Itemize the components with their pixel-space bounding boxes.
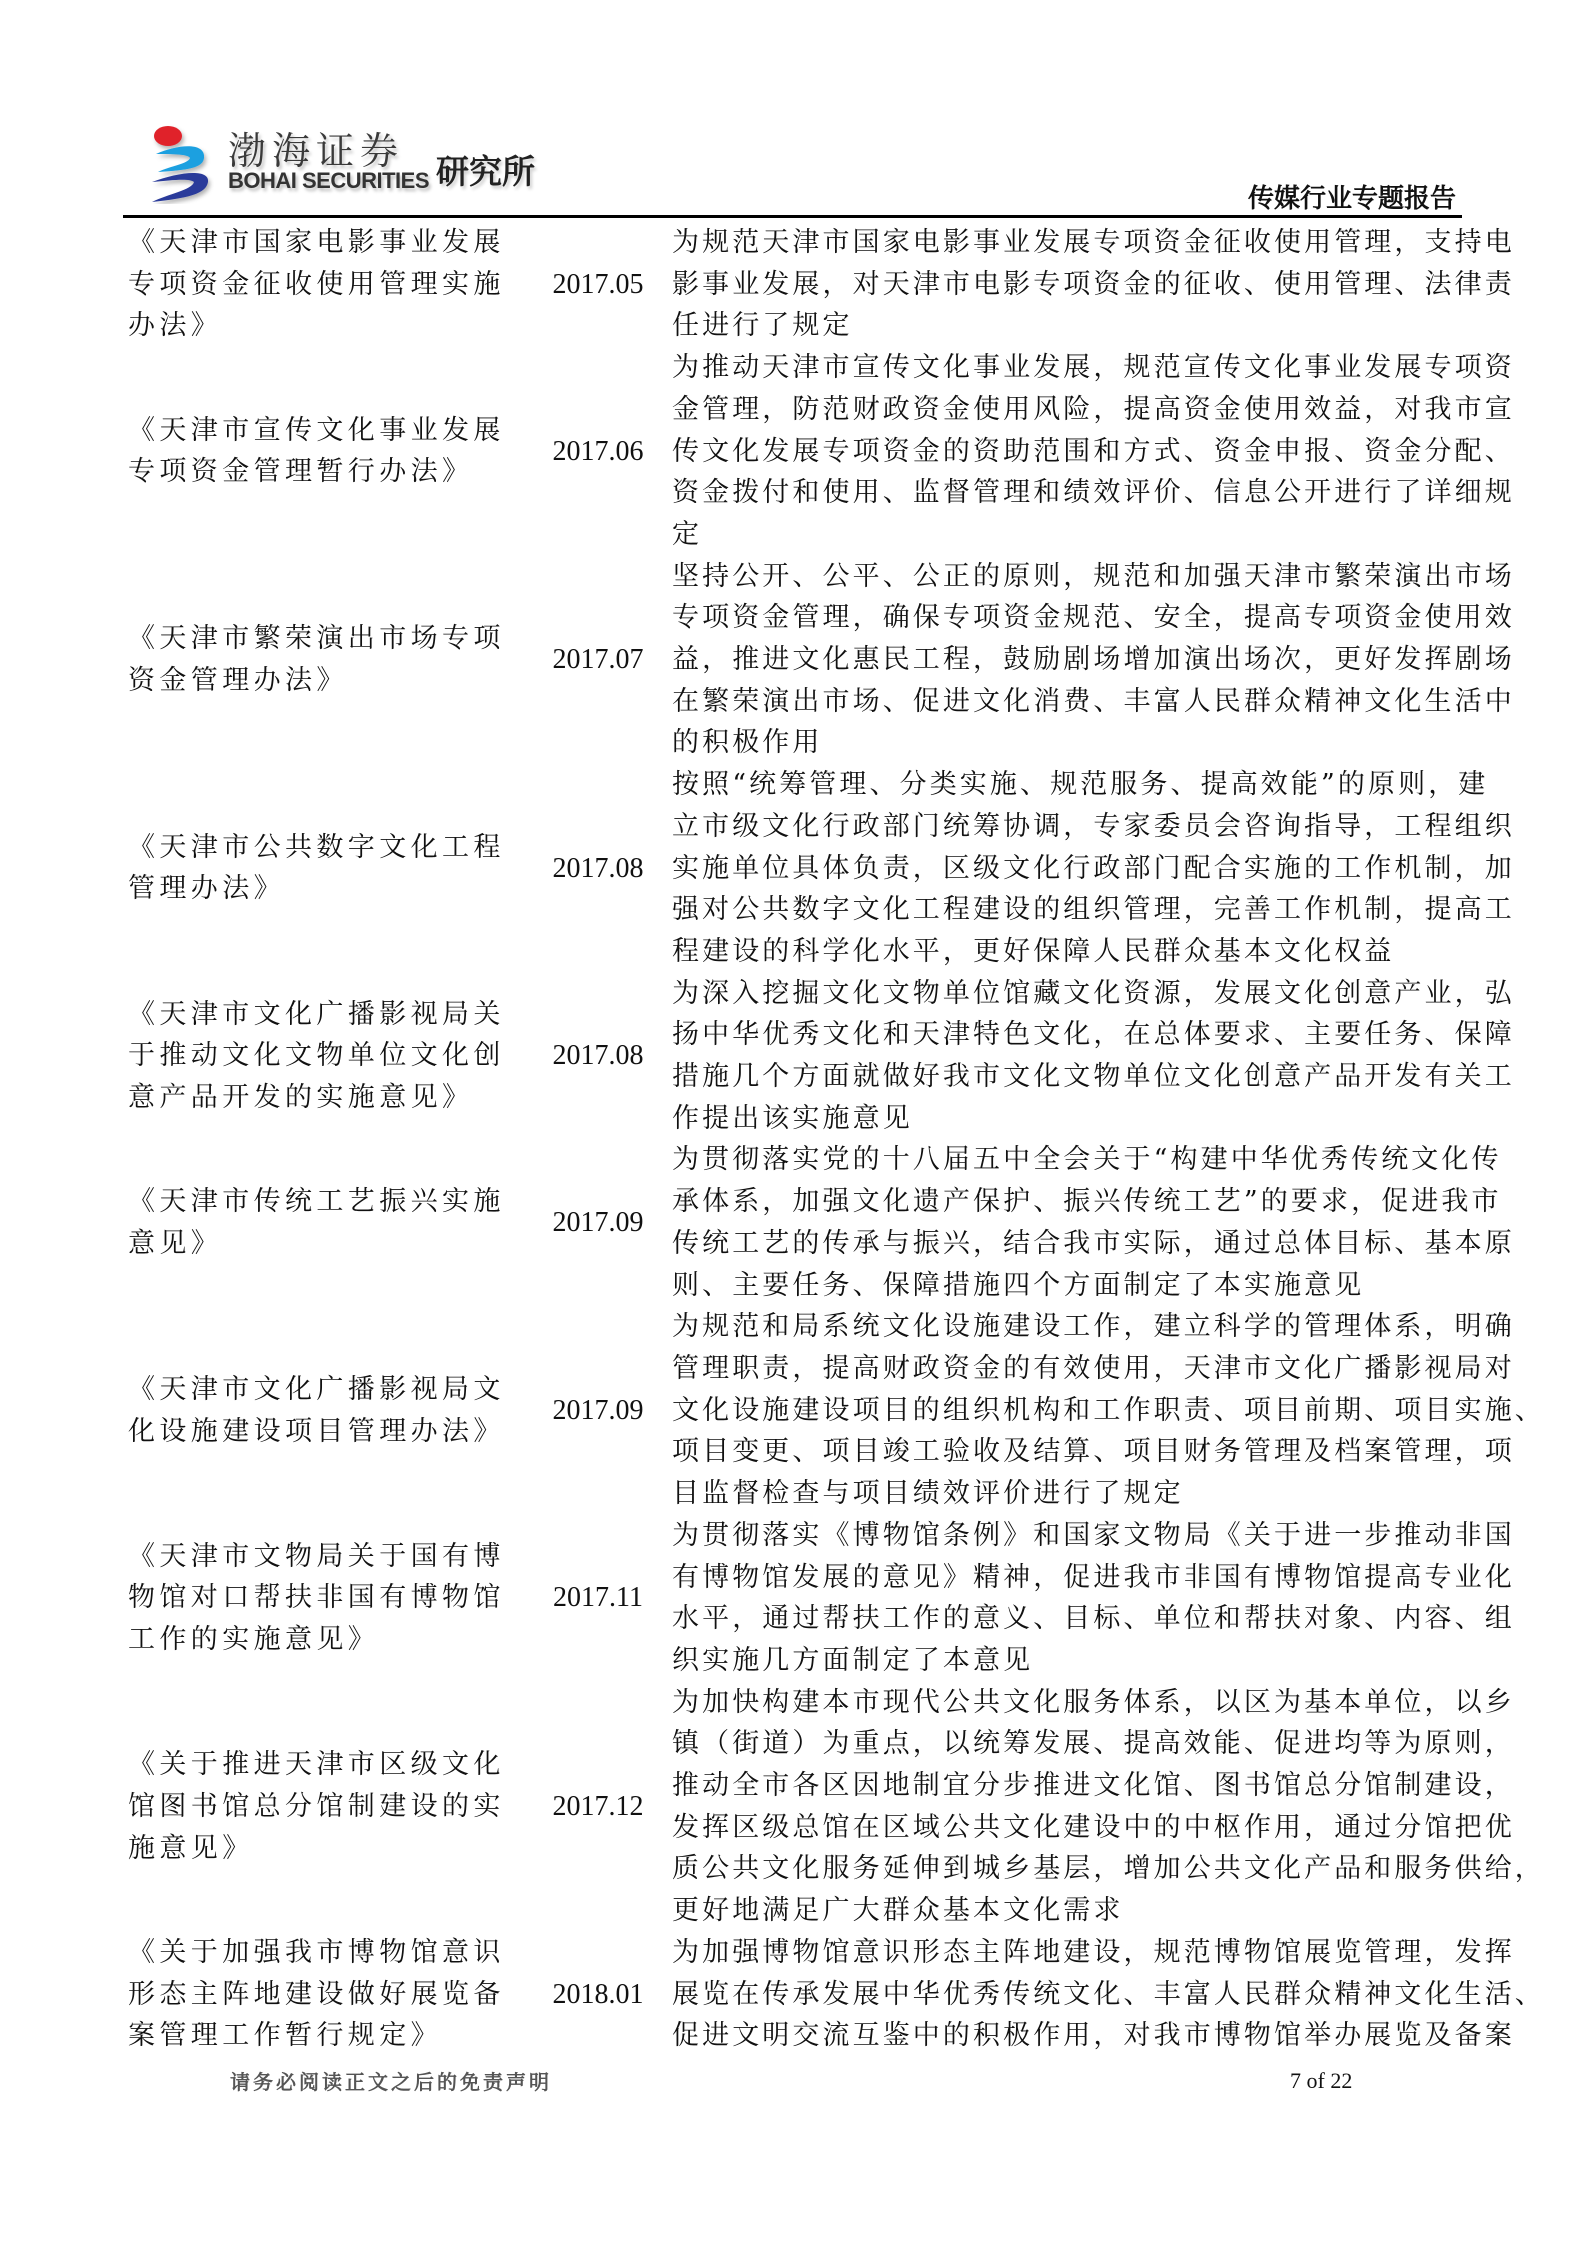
policy-description-line: 作提出该实施意见	[672, 1102, 913, 1134]
policy-description	[672, 1306, 1545, 1515]
policy-name-line: 《天津市公共数字文化工程	[128, 831, 505, 863]
policy-description-line: 更好地满足广大群众基本文化需求	[672, 1895, 1124, 1927]
policy-date: 2017.11	[553, 1582, 643, 1614]
table-row	[0, 1139, 1586, 1306]
policy-name	[128, 222, 528, 347]
policy-description-line: 措施几个方面就做好我市文化文物单位文化创意产品开发有关工	[672, 1061, 1515, 1093]
policy-name-line: 《天津市传统工艺振兴实施	[128, 1186, 505, 1218]
policy-description-line: 则、主要任务、保障措施四个方面制定了本实施意见	[672, 1269, 1365, 1301]
table-row	[0, 222, 1586, 347]
policy-date: 2017.08	[552, 852, 644, 884]
policy-name	[128, 827, 528, 910]
policy-name-line: 形态主阵地建设做好展览备	[128, 1978, 505, 2010]
policy-name	[128, 1536, 528, 1661]
policy-description-line: 发挥区级总馆在区域公共文化建设中的中枢作用，通过分馆把优	[672, 1811, 1515, 1843]
policy-name	[128, 410, 528, 493]
policy-name-line: 意产品开发的实施意见》	[128, 1081, 474, 1113]
policy-description	[672, 1932, 1545, 2057]
policy-name-line: 《关于推进天津市区级文化	[128, 1749, 505, 1781]
policy-description-line: 展览在传承发展中华优秀传统文化、丰富人民群众精神文化生活、	[672, 1978, 1545, 2010]
page-number: 7 of 22	[1290, 2068, 1353, 2093]
policy-name-line: 《天津市繁荣演出市场专项	[128, 623, 505, 655]
policy-description	[672, 973, 1515, 1140]
table-row	[0, 1682, 1586, 1932]
policy-description-line: 有博物馆发展的意见》精神，促进我市非国有博物馆提高专业化	[672, 1561, 1515, 1593]
policy-description-line: 在繁荣演出市场、促进文化消费、丰富人民群众精神文化生活中	[672, 685, 1515, 717]
policy-description-line: 镇（街道）为重点，以统筹发展、提高效能、促进均等为原则，	[672, 1728, 1515, 1760]
policy-description-line: 金管理，防范财政资金使用风险，提高资金使用效益，对我市宣	[672, 393, 1515, 425]
header-divider	[123, 215, 1462, 218]
policy-description-line: 文化设施建设项目的组织机构和工作职责、项目前期、项目实施、	[672, 1394, 1545, 1426]
policy-description	[672, 1682, 1545, 1932]
policy-name-line: 《天津市文物局关于国有博	[128, 1540, 505, 1572]
policy-date: 2017.09	[552, 1394, 644, 1426]
report-title: 传媒行业专题报告	[1247, 184, 1456, 214]
policy-description-line: 按照“统筹管理、分类实施、规范服务、提高效能”的原则，建	[672, 769, 1489, 801]
policy-description-line: 目监督检查与项目绩效评价进行了规定	[672, 1478, 1184, 1510]
policy-name-line: 《天津市宣传文化事业发展	[128, 414, 505, 446]
policy-description-line: 实施单位具体负责，区级文化行政部门配合实施的工作机制，加	[672, 852, 1515, 884]
policy-description-line: 织实施几方面制定了本意见	[672, 1644, 1034, 1676]
policy-date: 2017.08	[552, 1040, 644, 1072]
policy-name	[128, 1744, 528, 1869]
policy-description-line: 资金拨付和使用、监督管理和绩效评价、信息公开进行了详细规	[672, 477, 1515, 509]
policy-description	[672, 764, 1515, 973]
policy-name	[128, 994, 528, 1119]
policy-description-line: 质公共文化服务延伸到城乡基层，增加公共文化产品和服务供给，	[672, 1853, 1545, 1885]
policy-description-line: 为深入挖掘文化文物单位馆藏文化资源，发展文化创意产业，弘	[672, 977, 1515, 1009]
policy-description-line: 为规范和局系统文化设施建设工作，建立科学的管理体系，明确	[672, 1311, 1515, 1343]
logo-institute-label: 研究所	[436, 152, 535, 191]
policy-description-line: 任进行了规定	[672, 310, 853, 342]
policy-description-line: 强对公共数字文化工程建设的组织管理，完善工作机制，提高工	[672, 894, 1515, 926]
table-row	[0, 764, 1586, 973]
policy-description-line: 项目变更、项目竣工验收及结算、项目财务管理及档案管理，项	[672, 1436, 1515, 1468]
policy-name-line: 专项资金征收使用管理实施	[128, 268, 505, 300]
policy-name-line: 《天津市文化广播影视局文	[128, 1373, 505, 1405]
table-row	[0, 556, 1586, 765]
policy-date: 2017.12	[552, 1790, 644, 1822]
policy-name-line: 意见》	[128, 1227, 223, 1259]
policy-name-line: 《天津市国家电影事业发展	[128, 227, 505, 258]
policy-description-line: 扬中华优秀文化和天津特色文化，在总体要求、主要任务、保障	[672, 1019, 1515, 1051]
bohai-securities-logo	[148, 120, 568, 210]
policy-name-line: 案管理工作暂行规定》	[128, 2020, 442, 2052]
policy-description-line: 承体系，加强文化遗产保护、振兴传统工艺”的要求，促进我市	[672, 1186, 1502, 1218]
policy-name-line: 物馆对口帮扶非国有博物馆	[128, 1582, 505, 1614]
policy-description-line: 坚持公开、公平、公正的原则，规范和加强天津市繁荣演出市场	[672, 560, 1515, 592]
policy-description-line: 为加强博物馆意识形态主阵地建设，规范博物馆展览管理，发挥	[672, 1936, 1515, 1968]
policy-description-line: 水平，通过帮扶工作的意义、目标、单位和帮扶对象、内容、组	[672, 1603, 1515, 1635]
policy-name-line: 专项资金管理暂行办法》	[128, 456, 474, 488]
policy-name-line: 《天津市文化广播影视局关	[128, 998, 505, 1030]
policy-description-line: 定	[672, 518, 703, 550]
policy-description-line: 程建设的科学化水平，更好保障人民群众基本文化权益	[672, 935, 1395, 967]
policy-description-line: 影事业发展，对天津市电影专项资金的征收、使用管理、法律责	[672, 268, 1515, 300]
policy-description-line: 为贯彻落实党的十八届五中全会关于“构建中华优秀传统文化传	[672, 1144, 1502, 1176]
policy-name	[128, 1181, 528, 1264]
policy-name	[128, 618, 528, 701]
table-row	[0, 1515, 1586, 1682]
policy-description-line: 传文化发展专项资金的资助范围和方式、资金申报、资金分配、	[672, 435, 1515, 467]
policy-description	[672, 222, 1515, 347]
policy-description-line: 为规范天津市国家电影事业发展专项资金征收使用管理，支持电	[672, 227, 1515, 258]
policy-description-line: 传统工艺的传承与振兴，结合我市实际，通过总体目标、基本原	[672, 1227, 1515, 1259]
table-row	[0, 347, 1586, 556]
policy-description-line: 推动全市各区因地制宜分步推进文化馆、图书馆总分馆制建设，	[672, 1770, 1515, 1802]
policy-description	[672, 347, 1515, 556]
bohai-logo-icon	[148, 124, 214, 204]
policy-description-line: 管理职责，提高财政资金的有效使用，天津市文化广播影视局对	[672, 1352, 1515, 1384]
policy-date: 2017.05	[552, 268, 644, 300]
policy-description-line: 为推动天津市宣传文化事业发展，规范宣传文化事业发展专项资	[672, 352, 1515, 384]
policy-description-line: 为加快构建本市现代公共文化服务体系，以区为基本单位，以乡	[672, 1686, 1515, 1718]
policy-description-line: 为贯彻落实《博物馆条例》和国家文物局《关于进一步推动非国	[672, 1519, 1515, 1551]
policy-description-line: 益，推进文化惠民工程，鼓励剧场增加演出场次，更好发挥剧场	[672, 644, 1515, 676]
policy-name-line: 办法》	[128, 310, 223, 342]
policy-date: 2018.01	[552, 1978, 644, 2010]
policy-description-line: 促进文明交流互鉴中的积极作用，对我市博物馆举办展览及备案	[672, 2020, 1515, 2052]
policy-name	[128, 1932, 528, 2057]
policy-name-line: 资金管理办法》	[128, 664, 348, 696]
table-row	[0, 1932, 1586, 2057]
page-header	[0, 0, 1586, 222]
policy-description-line: 专项资金管理，确保专项资金规范、安全，提高专项资金使用效	[672, 602, 1515, 634]
policy-name-line: 《关于加强我市博物馆意识	[128, 1936, 505, 1968]
policy-name-line: 管理办法》	[128, 873, 285, 905]
policy-description	[672, 1515, 1515, 1682]
policy-name-line: 馆图书馆总分馆制建设的实	[128, 1790, 505, 1822]
policy-name-line: 于推动文化文物单位文化创	[128, 1040, 505, 1072]
policy-name-line: 施意见》	[128, 1832, 254, 1864]
policy-date: 2017.07	[552, 644, 644, 676]
policy-description	[672, 556, 1515, 765]
table-row	[0, 1306, 1586, 1515]
policy-description-line: 立市级文化行政部门统筹协调，专家委员会咨询指导，工程组织	[672, 810, 1515, 842]
policy-date: 2017.06	[552, 435, 644, 467]
table-row	[0, 973, 1586, 1140]
policy-name	[128, 1369, 528, 1452]
policy-name-line: 工作的实施意见》	[128, 1624, 380, 1656]
disclaimer-note: 请务必阅读正文之后的免责声明	[230, 2070, 552, 2094]
policy-table	[0, 222, 1586, 2057]
policy-description	[672, 1139, 1515, 1306]
policy-name-line: 化设施建设项目管理办法》	[128, 1415, 505, 1447]
logo-chinese-name: 渤海证券	[228, 129, 405, 173]
policy-date: 2017.09	[552, 1207, 644, 1239]
logo-english-name: BOHAI SECURITIES	[228, 168, 430, 193]
policy-description-line: 的积极作用	[672, 727, 823, 759]
